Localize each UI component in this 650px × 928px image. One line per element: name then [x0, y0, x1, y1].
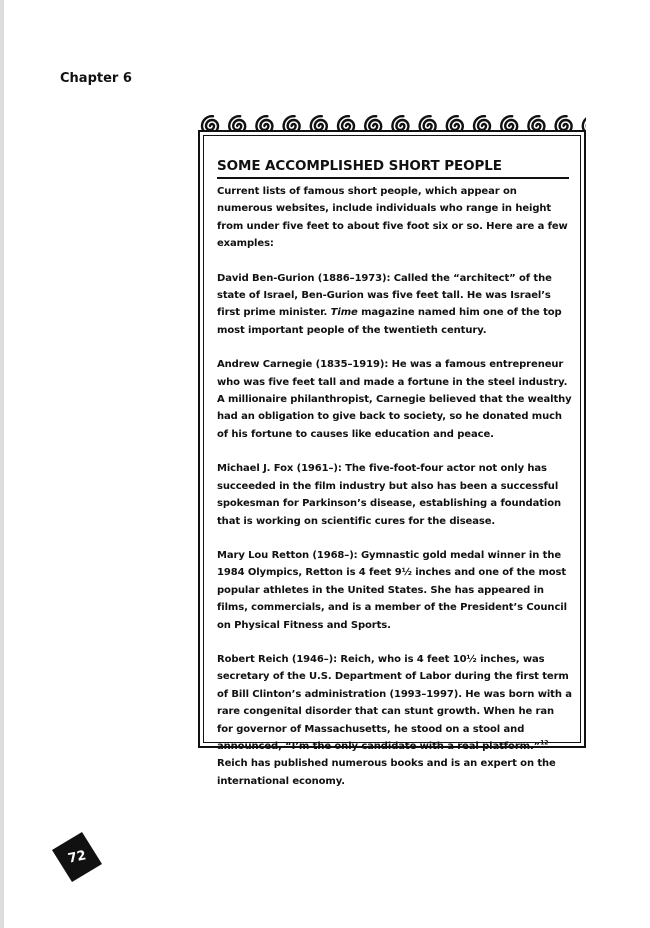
- entry-text: Robert Reich (1946–): Reich, who is 4 feet 10½ inches, was secretary of the U.S. Department of Labor during the first term of Bill Clinton’s administration (1993–1997). He was born with a rare congenital disorder that can stunt growth. When he ran for governor of Massachusetts, he stood on a stool and announced, “I’m the only candidate with a real platform.”: [217, 653, 572, 752]
- footnote-ref: 12: [540, 739, 549, 747]
- box-content: [217, 158, 573, 790]
- entry-text: David Ben-Gurion (1886–1973): Called the “architect” of the state of Israel, Ben-Gurion was five feet tall. He was Israel’s first prime minister.: [217, 272, 552, 319]
- page-edge: [0, 0, 4, 928]
- entry-retton: [217, 547, 573, 634]
- entry-carnegie: [217, 356, 573, 443]
- entry-text-after: magazine named him one of the top most important people of the twentieth century.: [217, 307, 562, 336]
- entry-fox: [217, 460, 573, 530]
- sidebar-box: [198, 130, 586, 787]
- box-intro: Current lists of famous short people, which appear on numerous websites, include individuals who range in height from under five feet to about five foot six or so. Here are a few examples:: [217, 186, 568, 250]
- chapter-label: Chapter 6: [60, 71, 132, 86]
- entry-text: Michael J. Fox (1961–): The five-foot-four actor not only has succeeded in the film industry but also has been a successful spokesman for Parkinson’s disease, establishing a foundation that is working on scientific cures for the disease.: [217, 463, 562, 527]
- entry-text-after: Reich has published numerous books and is an expert on the international economy.: [217, 758, 556, 787]
- page-number: 72: [66, 847, 88, 867]
- entry-ben-gurion: [217, 270, 573, 340]
- magazine-title: Time: [330, 307, 358, 319]
- box-title: SOME ACCOMPLISHED SHORT PEOPLE: [217, 158, 569, 179]
- entry-text: Andrew Carnegie (1835–1919): He was a famous entrepreneur who was five feet tall and made a fortune in the steel industry. A millionaire philanthropist, Carnegie believed that the wealthy had an obligation to give back to society, so he donated much of his fortune to causes like education and peace.: [217, 359, 572, 440]
- entry-reich: [217, 651, 573, 790]
- entry-text: Mary Lou Retton (1968–): Gymnastic gold medal winner in the 1984 Olympics, Retton is 4 feet 9½ inches and one of the most popular athletes in the United States. She has appeared in films, commercials, and is a member of the President’s Council on Physical Fitness and Sports.: [217, 549, 567, 631]
